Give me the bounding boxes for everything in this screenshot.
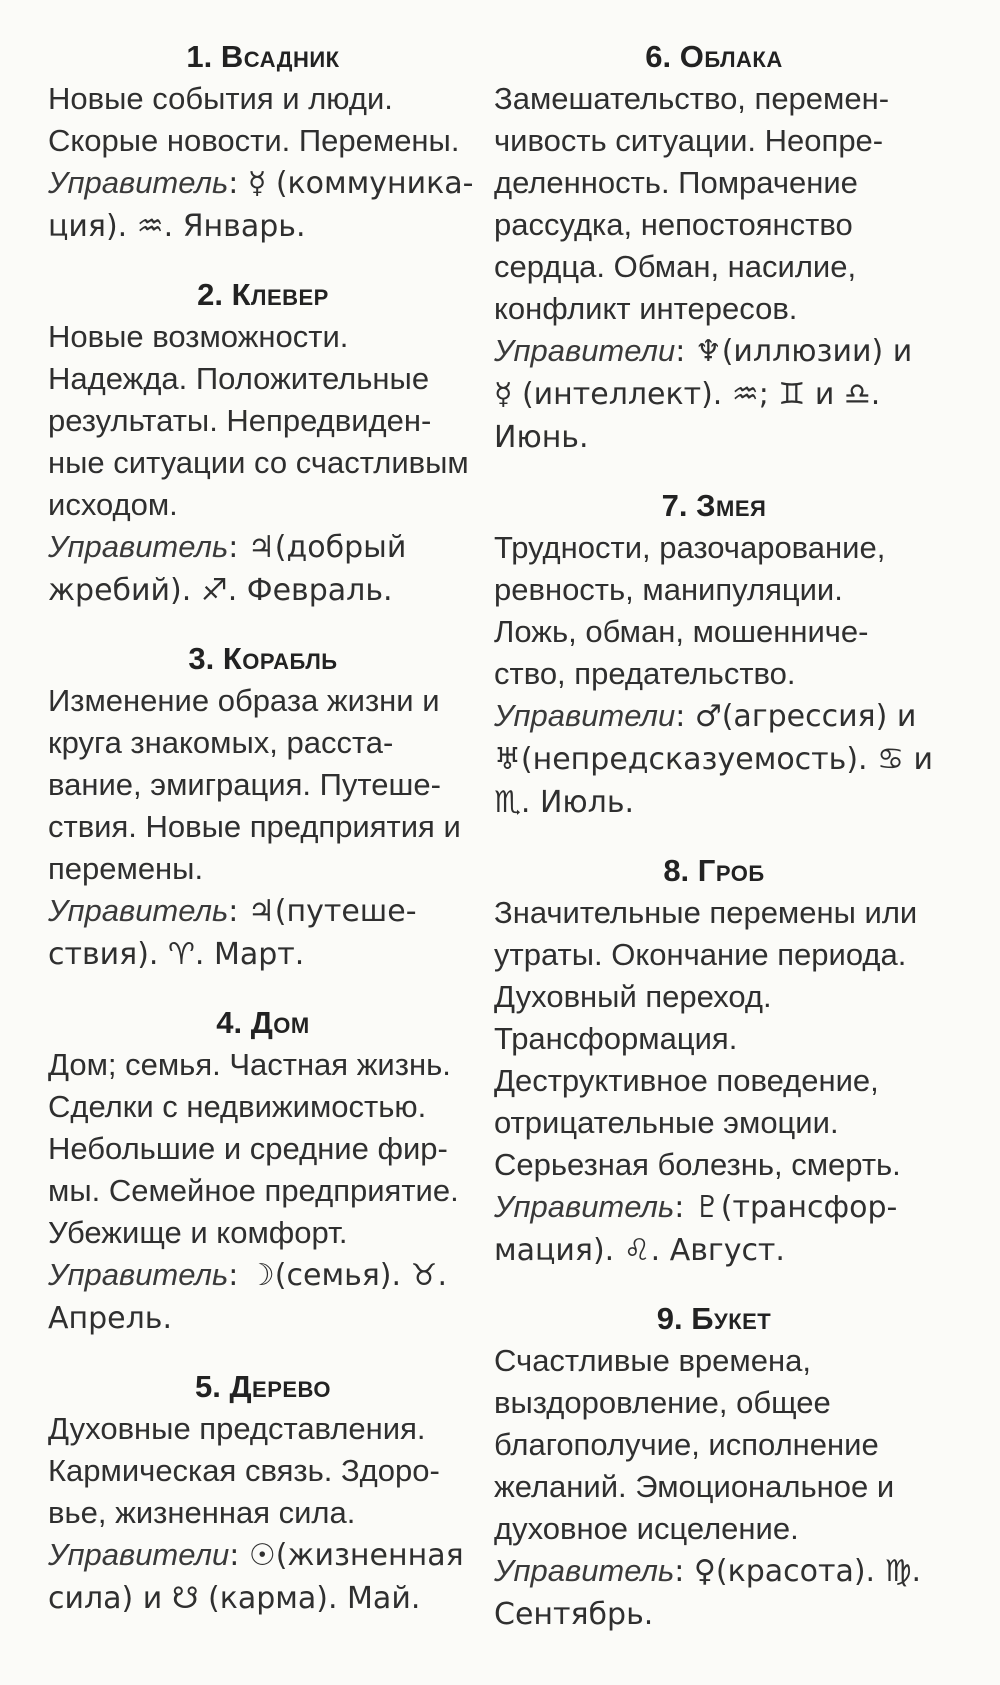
card-description: Новые события и люди. Скорые новости. Перемены. xyxy=(48,81,460,158)
card-ruler xyxy=(494,1550,934,1636)
ruler-text: : ♃(путеше-ствия). ♈. Март. xyxy=(48,894,417,972)
card-entry-9 xyxy=(494,1302,934,1636)
card-number: 1. xyxy=(186,39,213,74)
card-heading xyxy=(48,642,478,676)
ruler-label: Управитель xyxy=(48,165,229,200)
card-description: Трудности, разочарование, ревность, манипуляции. Ложь, обман, мошенниче-ство, предательство. xyxy=(494,530,886,691)
card-ruler xyxy=(494,695,934,824)
card-title: Дерево xyxy=(229,1369,332,1404)
card-number: 6. xyxy=(645,39,672,74)
card-ruler xyxy=(48,1254,478,1340)
ruler-text: : ♂(агрессия) и ♅(непредсказуемость). ♋ и ♏. Июль. xyxy=(494,699,934,820)
card-number: 8. xyxy=(663,853,690,888)
card-description: Значительные перемены или утраты. Окончание периода. Духовный переход. Трансформация. Деструктивное поведение, отрицательные эмоции. Серьезная болезнь, смерть. xyxy=(494,895,918,1182)
card-heading xyxy=(48,1370,478,1404)
card-number: 3. xyxy=(188,641,215,676)
card-title: Гроб xyxy=(697,853,765,888)
right-column xyxy=(494,40,934,1666)
card-title: Всадник xyxy=(220,39,340,74)
ruler-label: Управитель xyxy=(494,1189,675,1224)
card-title: Змея xyxy=(696,488,767,523)
card-number: 4. xyxy=(216,1005,243,1040)
card-entry-7 xyxy=(494,489,934,824)
card-description: Счастливые времена, выздоровление, общее благополучие, исполнение желаний. Эмоциональное и духовное исцеление. xyxy=(494,1343,895,1546)
card-ruler xyxy=(494,1186,934,1272)
card-heading xyxy=(48,278,478,312)
card-entry-3 xyxy=(48,642,478,976)
ruler-label: Управитель xyxy=(48,1257,229,1292)
card-heading xyxy=(48,1006,478,1040)
card-description: Духовные представления. Кармическая связь. Здоро-вье, жизненная сила. xyxy=(48,1411,440,1530)
ruler-text: : ☉(жизненная сила) и ☋ (карма). Май. xyxy=(48,1538,464,1616)
card-title: Облака xyxy=(679,39,783,74)
card-heading xyxy=(494,1302,934,1336)
card-entry-2 xyxy=(48,278,478,612)
card-description: Изменение образа жизни и круга знакомых, расста-вание, эмиграция. Путеше-ствия. Новые предприятия и перемены. xyxy=(48,683,461,886)
card-description: Новые возможности. Надежда. Положительные результаты. Непредвиден-ные ситуации со счастливым исходом. xyxy=(48,319,469,522)
card-number: 9. xyxy=(656,1301,683,1336)
card-description: Замешательство, перемен-чивость ситуации. Неопре-деленность. Помрачение рассудка, непостоянство сердца. Обман, насилие, конфликт интересов. xyxy=(494,81,890,326)
card-entry-5 xyxy=(48,1370,478,1620)
ruler-text: : ☿ (коммуника-ция). ♒. Январь. xyxy=(48,166,474,244)
card-ruler xyxy=(48,162,478,248)
card-heading xyxy=(494,854,934,888)
card-ruler xyxy=(494,330,934,459)
ruler-text: : ♆(иллюзии) и ☿ (интеллект). ♒; ♊ и ♎. Июнь. xyxy=(494,334,913,455)
card-title: Клевер xyxy=(231,277,329,312)
card-entry-4 xyxy=(48,1006,478,1340)
card-ruler xyxy=(48,1534,478,1620)
ruler-text: : ♃(добрый жребий). ♐. Февраль. xyxy=(48,530,407,608)
ruler-text: : ♀(красота). ♍. Сентябрь. xyxy=(494,1554,922,1632)
left-column xyxy=(48,40,478,1650)
card-entry-1 xyxy=(48,40,478,248)
card-title: Букет xyxy=(691,1301,772,1336)
card-heading xyxy=(494,489,934,523)
card-number: 5. xyxy=(194,1369,221,1404)
card-number: 2. xyxy=(197,277,223,312)
card-title: Корабль xyxy=(222,641,338,676)
ruler-label: Управители xyxy=(494,333,676,368)
card-entry-6 xyxy=(494,40,934,459)
card-ruler xyxy=(48,890,478,976)
ruler-text: : ♇(трансфор-мация). ♌. Август. xyxy=(494,1190,898,1268)
card-description: Дом; семья. Частная жизнь. Сделки с недвижимостью. Небольшие и средние фир-мы. Семейное предприятие. Убежище и комфорт. xyxy=(48,1047,459,1250)
ruler-text: : ☽(семья). ♉. Апрель. xyxy=(48,1258,448,1336)
card-heading xyxy=(494,40,934,74)
ruler-label: Управитель xyxy=(48,529,229,564)
ruler-label: Управитель xyxy=(48,893,229,928)
card-entry-8 xyxy=(494,854,934,1272)
card-title: Дом xyxy=(250,1005,310,1040)
ruler-label: Управители xyxy=(48,1537,230,1572)
card-number: 7. xyxy=(661,488,688,523)
card-ruler xyxy=(48,526,478,612)
ruler-label: Управители xyxy=(494,698,676,733)
ruler-label: Управитель xyxy=(494,1553,675,1588)
card-heading xyxy=(48,40,478,74)
